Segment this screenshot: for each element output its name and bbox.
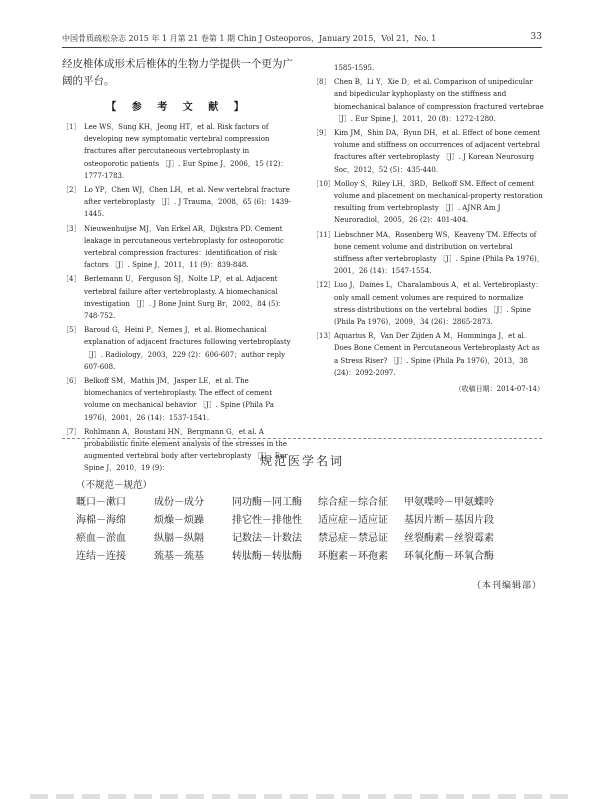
reference-list-right (312, 76, 544, 379)
reference-text: Baroud G，Heini P，Nemes J，et al. Biomechanical explanation of adjacent fractures following vertebroplasty ［J］. Radiology，2003，229 (2)：606-607；author reply 607-608. (84, 326, 291, 371)
reference-item (62, 375, 294, 424)
glossary-box (62, 452, 542, 566)
reference-number: ［1］ (62, 123, 81, 131)
reference-number: ［7］ (62, 427, 81, 436)
reference-item (312, 279, 544, 328)
reference-number: ［12］ (312, 281, 335, 290)
glossary-legend: （不规范－规范） (76, 480, 153, 491)
continuation-text: 1585-1595. (334, 64, 375, 72)
glossary-term-pair: 基因片断－基因片段 (404, 515, 494, 526)
glossary-term-pair: 嘅口－漱口 (76, 497, 126, 508)
reference-number: ［6］ (62, 377, 81, 386)
glossary-term-pair: 海棉－海绵 (76, 515, 126, 526)
glossary-term-pair: 纵膈－纵隔 (154, 533, 204, 544)
reference-item (62, 223, 294, 272)
glossary-term-pair: 丝裂酶素－丝裂霉素 (404, 533, 494, 544)
reference-item (62, 273, 294, 322)
reference-text: Belkoff SM，Mathis JM，Jasper LE，et al. The biomechanics of vertebroplasty. The effect of cement volume on mechanical behavior ［J］. Spine (Phila Pa 1976)，2001，26 (14)：1537-1541. (84, 377, 274, 422)
reference-text: Kim JM，Shin DA，Byun DH，et al. Effect of bone cement volume and stiffness on occurrences of adjacent vertebral fractures after vertebroplasty ［J］. J Korean Neurosurg Soc，2012，52 (5)：435-440. (334, 129, 541, 174)
reference-text: Molloy S，Riley LH，3RD，Belkoff SM. Effect of cement volume and placement on mechanical-property restoration resulting from vertebroplasty ［J］. AJNR Am J Neuroradiol，2005，26 (2)：401-404. (334, 179, 543, 225)
reference-continuation (312, 62, 544, 74)
reference-text: Luo J，Daines L，Charalambous A，et al. Vertebroplasty：only small cement volumes are required to normalize stress distributions on the vertebral bodies ［J］. Spine (Phila Pa 1976)，2009，34 (26)：2865-2873. (334, 281, 543, 327)
glossary-table (62, 494, 542, 566)
header-rule (62, 47, 542, 48)
glossary-term-pair: 环氧化酶－环氧合酶 (404, 551, 494, 562)
reference-number: ［11］ (312, 230, 335, 239)
section-divider (62, 438, 542, 439)
footer-watermark-strip (30, 794, 570, 799)
reference-text: Lee WS，Sung KH，Jeong HT，et al. Risk factors of developing new symptomatic vertebral compression fractures after percutaneous vertebroplasty in osteoporotic patients ［J］. Eur Spine J，2006，15 (12)：1777-1783. (84, 123, 288, 180)
glossary-title: 规范医学名词 (259, 454, 344, 468)
reference-item (312, 76, 544, 125)
reference-number: ［4］ (62, 275, 81, 284)
glossary-term-pair: 综合症－综合征 (318, 497, 388, 508)
glossary-term-pair: 烦燥－烦躁 (154, 515, 204, 526)
right-column (312, 62, 544, 395)
reference-text: Liebschner MA，Rosenberg WS，Keaveny TM. Effects of bone cement volume and distribution on vertebral stiffness after vertebroplasty ［J］. Spine (Phila Pa 1976)，2001，26 (14)：1547-1554. (334, 230, 544, 276)
reference-number: ［10］ (312, 179, 335, 188)
glossary-term-pair: 巯基－巯基 (154, 551, 204, 562)
reference-number: ［2］ (62, 186, 81, 195)
reference-list-left (62, 121, 294, 475)
left-column (62, 56, 294, 477)
glossary-term-pair: 禁忌症－禁忌证 (318, 533, 388, 544)
journal-running-title: 中国骨质疏松杂志 2015 年 1 月第 21 卷第 1 期 Chin J Osteoporos，January 2015，Vol 21，No. 1 (62, 34, 437, 43)
glossary-term-pair: 环胞素－环孢素 (318, 551, 388, 562)
reference-number: ［3］ (62, 224, 81, 233)
glossary-term-pair: 同功酶－同工酶 (232, 497, 302, 508)
glossary-row (76, 548, 542, 566)
reference-item (62, 121, 294, 182)
glossary-row (76, 494, 542, 512)
reference-number: ［13］ (312, 332, 335, 341)
glossary-term-pair: 瘀血－淤血 (76, 533, 126, 544)
reference-number: ［8］ (312, 78, 331, 87)
reference-number: ［5］ (62, 326, 81, 335)
glossary-term-pair: 排它性－排他性 (232, 515, 302, 526)
reference-number: ［9］ (312, 129, 331, 138)
glossary-term-pair: 适应症－适应证 (318, 515, 388, 526)
reference-item (312, 127, 544, 176)
editorial-note: （本刊编辑部） (471, 581, 542, 591)
reference-text: Chen B，Li Y，Xie D，et al. Comparison of unipedicular and bipedicular kyphoplasty on the stiffness and biomechanical balance of compression fractured vertebrae ［J］. Eur Spine J，2011，20 (8)：1272-1280. (334, 78, 544, 123)
reference-item (312, 229, 544, 278)
glossary-term-pair: 连结－连接 (76, 551, 126, 562)
glossary-term-pair: 甲氨喋呤－甲氨蝶呤 (404, 497, 494, 508)
reference-item (62, 184, 294, 221)
page-number: 33 (530, 32, 542, 42)
references-heading: 【 参 考 文 献 】 (106, 102, 250, 113)
reference-text: Rohlmann A，Boustani HN，Bergmann G，et al. A probabilistic finite element analysis of the stresses in the augmented vertebral body after vertebroplasty ［J］. Eur Spine J，2010，19 (9)： (84, 427, 288, 473)
reference-text: Berlemann U，Ferguson SJ，Nolte LP，et al. Adjacent vertebral failure after vertebroplasty. A biomechanical investigation ［J］. J Bone Joint Surg Br，2002，84 (5)：748-752. (84, 275, 286, 321)
intro-paragraph: 经皮椎体成形术后椎体的生物力学提供一个更为广阔的平台。 (62, 58, 293, 87)
glossary-row (76, 512, 542, 530)
reference-text: Lo YP，Chen WJ，Chen LH，et al. New vertebral fracture after vertebroplasty ［J］. J Trauma，2008，65 (6)：1439-1445. (84, 186, 292, 219)
glossary-row (76, 530, 542, 548)
reference-text: Nieuwenhuijse MJ，Van Erkel AR，Dijkstra PD. Cement leakage in percutaneous vertebroplasty for osteoporotic vertebral compression fractures：identification of risk factors ［J］. Spine J，2011，11 (9)：839-848. (84, 224, 284, 270)
reference-text: Aquarius R，Van Der Zijden A M，Homminga J，et al. Does Bone Cement in Percutaneous Vertebroplasty Act as a Stress Riser? ［J］. Spine (Phila Pa 1976)，2013，38 (24)：2092-2097. (334, 332, 540, 377)
received-date: （收稿日期：2014-07-14） (454, 385, 544, 394)
glossary-term-pair: 成份－成分 (154, 497, 204, 508)
reference-item (62, 324, 294, 373)
running-head (62, 33, 542, 47)
reference-item (312, 178, 544, 227)
glossary-term-pair: 转肽酶－转肽酶 (232, 551, 302, 562)
glossary-term-pair: 记数法－计数法 (232, 533, 302, 544)
reference-item (312, 330, 544, 379)
